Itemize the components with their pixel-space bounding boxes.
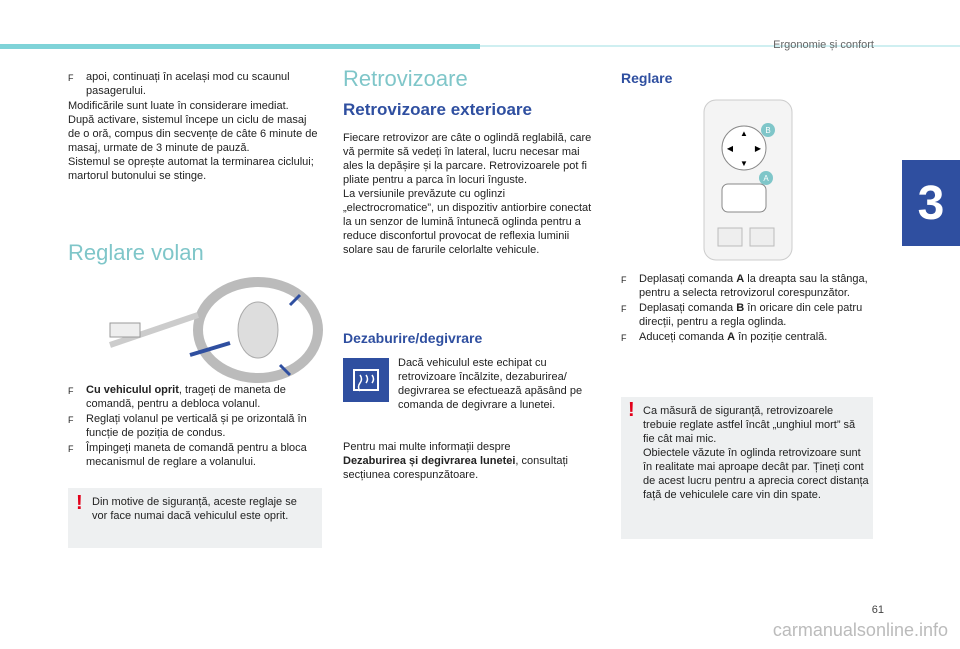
svg-text:▲: ▲ bbox=[740, 129, 748, 138]
warning-icon: ! bbox=[76, 492, 83, 514]
header-bar bbox=[0, 44, 480, 49]
header-bar-light bbox=[480, 45, 960, 47]
watermark: carmanualsonline.info bbox=[772, 620, 948, 640]
chapter-title: Ergonomie și confort bbox=[773, 39, 874, 51]
svg-text:▼: ▼ bbox=[740, 159, 748, 168]
page-number: 61 bbox=[871, 604, 884, 616]
list-item: F apoi, continuați în același mod cu scaunul pasagerului. bbox=[68, 71, 290, 97]
window-switch bbox=[718, 228, 742, 246]
list-item: F Aduceți comanda A în poziție centrală. bbox=[621, 331, 828, 343]
warning-icon: ! bbox=[628, 399, 635, 421]
list-item: F Deplasați comanda B în oricare din cele patru direcții, pentru a regla oglinda. bbox=[621, 302, 863, 328]
mirror-control-illustration bbox=[700, 96, 796, 266]
mirrors-description: Fiecare retrovizor are câte o oglindă reglabilă, care vă permite să vedeți în lateral, lucru necesar mai ales la depășire și la parcare. Retrovizoarele pot fi pliate pentru a parca în locuri înguste. La versiunile prevăzute cu oglinzi „electrocromatice”, un dispozitiv antiorbire conectat la un senzor de lumină întunecă oglinda pentru a reduce disconfortul provocat de reflexia luminii solare sau de farurile celorlalte vehicule. bbox=[343, 132, 592, 256]
list-item: F Reglați volanul pe verticală și pe orizontală în funcție de poziția de condus. bbox=[68, 413, 307, 439]
warning-box: ! Ca măsură de siguranță, retrovizoarele trebuie reglate astfel încât „unghiul mort” să fie cât mai mic. Obiectele văzute în oglinda retrovizoare sunt în realitate mai aproape decât par. Țineți cont de acest lucru pentru a aprecia corect distanța față de vehiculele care vin din spate. bbox=[621, 397, 873, 539]
list-item: F Deplasați comanda A la dreapta sau la stânga, pentru a selecta retrovizorul corespunzător. bbox=[621, 273, 868, 299]
paragraph: Modificările sunt luate în considerare imediat. bbox=[68, 100, 289, 112]
steering-wheel-illustration bbox=[90, 275, 330, 385]
selector-a bbox=[722, 184, 766, 212]
warning-box: ! Din motive de siguranță, aceste reglaje se vor face numai dacă vehiculul este oprit. bbox=[68, 488, 322, 548]
paragraph: Sistemul se oprește automat la terminarea ciclului; martorul butonului se stinge. bbox=[68, 156, 314, 182]
paragraph: După activare, sistemul începe un ciclu de masaj de o oră, compus din secvențe de câte 6 minute de masaj, urmate de 3 minute de pauză. bbox=[68, 114, 318, 154]
steering-hub bbox=[238, 302, 278, 358]
heated-mirror-icon bbox=[351, 367, 381, 393]
section-heading: Reglare volan bbox=[68, 240, 204, 265]
section-heading: Reglare bbox=[621, 70, 673, 86]
section-heading: Dezaburire/degivrare bbox=[343, 330, 483, 346]
list-item: F Împingeți maneta de comandă pentru a bloca mecanismul de reglare a volanului. bbox=[68, 442, 307, 468]
svg-text:▶: ▶ bbox=[754, 144, 762, 153]
chapter-number: 3 bbox=[902, 160, 960, 246]
section-subtitle: Retrovizoare exterioare bbox=[343, 100, 532, 119]
list-item: F Cu vehiculul oprit, trageți de maneta de comandă, pentru a debloca volanul. bbox=[68, 384, 286, 410]
cross-reference: Pentru mai multe informații despre Dezaburirea și degivrarea lunetei, consultați secțiunea corespunzătoare. bbox=[343, 441, 569, 481]
label-b: B bbox=[765, 126, 771, 135]
door-panel bbox=[704, 100, 792, 260]
page-title: Retrovizoare bbox=[343, 66, 468, 91]
label-a: A bbox=[763, 174, 769, 183]
svg-text:◀: ◀ bbox=[726, 144, 734, 153]
mirror-steps bbox=[621, 272, 871, 346]
defrost-icon bbox=[343, 358, 389, 402]
window-switch bbox=[750, 228, 774, 246]
adjustment-lever bbox=[110, 323, 140, 337]
defrost-text: Dacă vehiculul este echipat cu retrovizoare încălzite, dezaburirea/ degivrarea se efectuează apăsând pe comanda de degivrare a lunetei. bbox=[398, 357, 583, 411]
column-1 bbox=[68, 70, 320, 183]
steering-steps bbox=[68, 383, 322, 470]
